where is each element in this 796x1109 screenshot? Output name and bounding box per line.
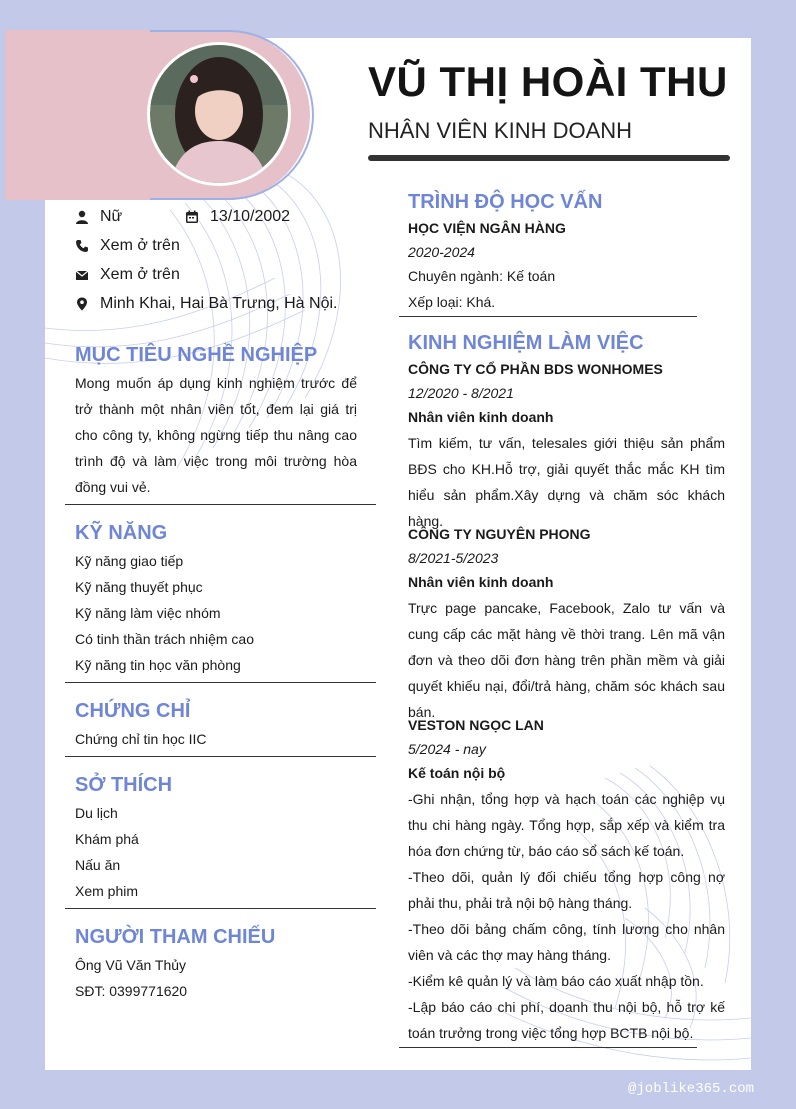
job-company: CÔNG TY CỔ PHẦN BDS WONHOMES (408, 361, 663, 377)
email-icon (75, 268, 89, 282)
divider (65, 682, 376, 683)
job-company: CÔNG TY NGUYÊN PHONG (408, 526, 591, 542)
job-period: 12/2020 - 8/2021 (408, 385, 514, 401)
gender-row (75, 208, 122, 226)
person-icon (75, 210, 89, 224)
hobby-item: Xem phim (75, 883, 139, 899)
job-period: 8/2021-5/2023 (408, 550, 499, 566)
gender-value: Nữ (100, 208, 123, 225)
birthdate-value: 13/10/2002 (210, 208, 291, 225)
skill-item: Kỹ năng làm việc nhóm (75, 605, 221, 621)
education-major: Chuyên ngành: Kế toán (408, 268, 556, 284)
divider (65, 504, 376, 505)
references-heading: NGƯỜI THAM CHIẾU (75, 926, 276, 948)
experience-heading: KINH NGHIỆM LÀM VIỆC (408, 332, 644, 354)
email-row (75, 266, 180, 284)
watermark: @joblike365.com (628, 1081, 755, 1097)
candidate-name: VŨ THỊ HOÀI THU (368, 58, 728, 105)
education-heading: TRÌNH ĐỘ HỌC VẤN (408, 191, 603, 213)
skill-item: Có tinh thần trách nhiệm cao (75, 631, 254, 647)
skills-heading: KỸ NĂNG (75, 522, 168, 544)
phone-row (75, 237, 180, 255)
email-value: Xem ở trên (100, 266, 180, 283)
job-position: Nhân viên kinh doanh (408, 574, 554, 590)
job-bullet: -Lập báo cáo chi phí, doanh thu nội bộ, hỗ trợ kế toán trưởng trong việc tổng hợp BCTB nội bộ. (408, 999, 725, 1041)
calendar-icon (185, 210, 199, 224)
school-name: HỌC VIỆN NGÂN HÀNG (408, 220, 566, 236)
candidate-role: NHÂN VIÊN KINH DOANH (368, 118, 633, 143)
reference-name: Ông Vũ Văn Thủy (75, 957, 187, 973)
certificate-item: Chứng chỉ tin học IIC (75, 731, 207, 747)
birthdate-row (185, 208, 290, 226)
job-bullet: -Theo dõi, quản lý đối chiếu tổng hợp công nợ phải thu, phải trả nội bộ hàng tháng. (408, 869, 725, 911)
avatar (147, 42, 291, 186)
job-bullet: -Theo dõi bảng chấm công, tính lương cho nhân viên và các thợ may hàng tháng. (408, 921, 725, 963)
job-description: Tìm kiếm, tư vấn, telesales giới thiệu sản phẩm BĐS cho KH.Hỗ trợ, giải quyết thắc mắc KH tìm hiểu sản phẩm.Xây dựng và chăm sóc khách hàng. (408, 435, 725, 529)
divider (399, 1047, 697, 1048)
profile-photo (150, 45, 288, 183)
objective-heading: MỤC TIÊU NGHỀ NGHIỆP (75, 344, 318, 366)
skill-item: Kỹ năng giao tiếp (75, 553, 184, 569)
phone-value: Xem ở trên (100, 237, 180, 254)
education-rank: Xếp loại: Khá. (408, 294, 496, 310)
hobby-item: Khám phá (75, 831, 139, 847)
certificates-heading: CHỨNG CHỈ (75, 700, 191, 722)
location-pin-icon (75, 297, 89, 311)
skill-item: Kỹ năng thuyết phục (75, 579, 203, 595)
job-period: 5/2024 - nay (408, 741, 486, 757)
title-underline (368, 155, 730, 161)
reference-phone: SĐT: 0399771620 (75, 983, 188, 999)
skill-item: Kỹ năng tin học văn phòng (75, 657, 241, 673)
job-position: Kế toán nội bộ (408, 765, 506, 781)
address-value: Minh Khai, Hai Bà Trưng, Hà Nội. (100, 295, 338, 312)
job-bullet: -Kiểm kê quản lý và làm báo cáo xuất nhập tồn. (408, 973, 704, 989)
hobby-item: Nấu ăn (75, 857, 121, 873)
job-position: Nhân viên kinh doanh (408, 409, 554, 425)
objective-text: Mong muốn áp dụng kinh nghiệm trước để trở thành một nhân viên tốt, đem lại giá trị cho công ty, không ngừng tiếp thu nâng cao trình độ và làm việc trong môi trường hòa đồng vui vẻ. (75, 375, 357, 495)
job-company: VESTON NGỌC LAN (408, 717, 544, 733)
job-bullet: -Ghi nhận, tổng hợp và hạch toán các nghiệp vụ thu chi hàng ngày. Tổng hợp, sắp xếp và kiểm tra hóa đơn chứng từ, báo cáo sổ sách kế toán. (408, 791, 725, 859)
address-row (75, 295, 337, 313)
divider (399, 316, 697, 317)
divider (65, 756, 376, 757)
job-description: Trực page pancake, Facebook, Zalo tư vấn và cung cấp các mặt hàng về thời trang. Lên mã vận đơn và theo dõi đơn hàng trên phần mềm và giải quyết khiếu nại, đổi/trả hàng, chăm sóc khách sau bán. (408, 600, 725, 720)
education-period: 2020-2024 (408, 244, 475, 260)
hobby-item: Du lịch (75, 805, 118, 821)
phone-icon (75, 239, 89, 253)
hobbies-heading: SỞ THÍCH (75, 774, 173, 796)
divider (65, 908, 376, 909)
